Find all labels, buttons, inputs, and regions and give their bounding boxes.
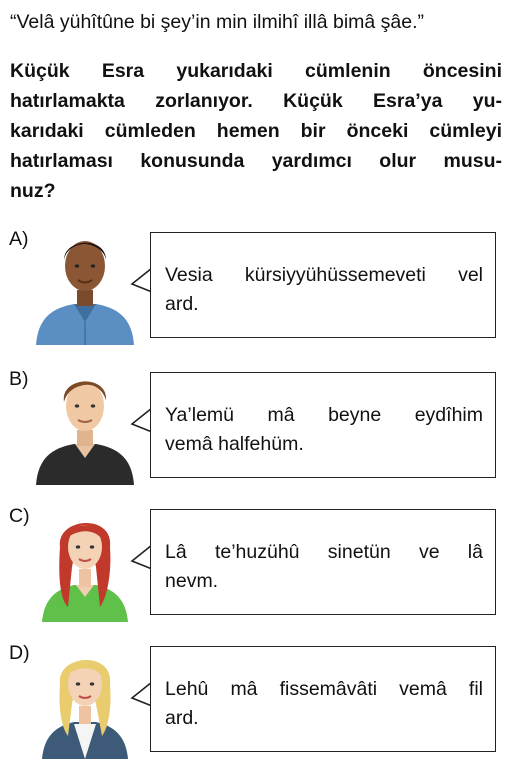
option-text <box>165 401 483 459</box>
option-text <box>165 538 483 596</box>
woman-avatar-icon <box>30 644 140 759</box>
option-line: Lâ te’huzühû sinetün ve lâ <box>165 541 483 563</box>
option-line: vemâ halfehüm. <box>165 433 304 455</box>
question-line: karıdaki cümleden hemen bir önceki cümleyi <box>10 120 502 142</box>
option-letter: D) <box>9 642 30 664</box>
option-line: ard. <box>165 293 199 315</box>
option-letter: B) <box>9 368 29 390</box>
man-avatar-icon <box>30 230 140 345</box>
option-c[interactable] <box>0 505 518 625</box>
option-letter: A) <box>9 228 29 250</box>
option-d[interactable] <box>0 642 518 762</box>
speech-bubble <box>150 509 496 615</box>
option-a[interactable] <box>0 228 518 348</box>
option-line: Ya’lemü mâ beyne eydîhim <box>165 404 483 426</box>
question-line: nuz? <box>10 180 56 202</box>
option-letter: C) <box>9 505 30 527</box>
woman-avatar-icon <box>30 507 140 622</box>
speech-bubble <box>150 372 496 478</box>
question-line: hatırlamakta zorlanıyor. Küçük Esra’ya yu- <box>10 90 502 112</box>
question-line: hatırlaması konusunda yardımcı olur musu- <box>10 150 502 172</box>
option-line: nevm. <box>165 570 219 592</box>
question-text <box>10 56 502 206</box>
option-b[interactable] <box>0 368 518 488</box>
speech-bubble <box>150 646 496 752</box>
man-avatar-icon <box>30 370 140 485</box>
option-text <box>165 675 483 733</box>
option-line: Lehû mâ fissemâvâti vemâ fil <box>165 678 483 700</box>
question-line: Küçük Esra yukarıdaki cümlenin öncesini <box>10 60 502 82</box>
option-line: ard. <box>165 707 199 729</box>
option-line: Vesia kürsiyyühüssemeveti vel <box>165 264 483 286</box>
speech-bubble <box>150 232 496 338</box>
option-text <box>165 261 483 319</box>
verse-quote: “Velâ yühîtûne bi şey’in min ilmihî illâ bimâ şâe.” <box>10 11 425 33</box>
